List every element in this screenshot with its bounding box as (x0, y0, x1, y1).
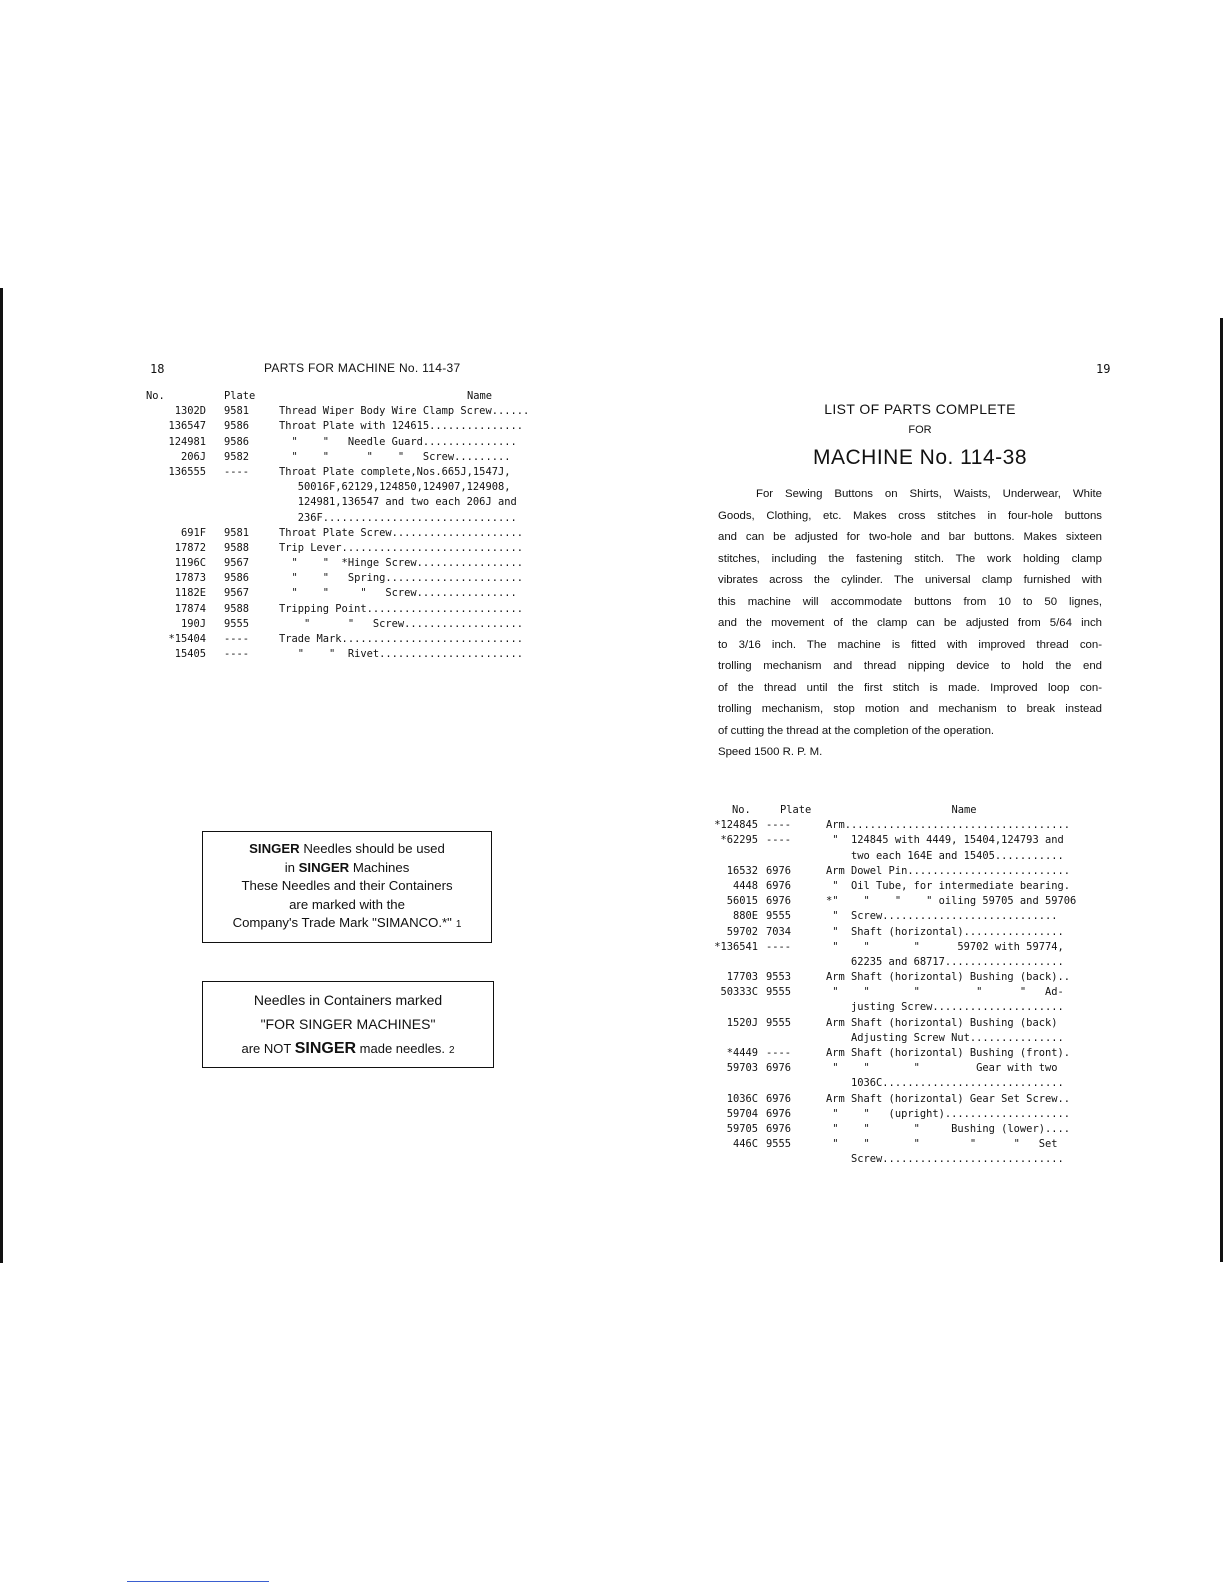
description-line: of cutting the thread at the completion of the operation. (718, 724, 995, 737)
part-name: " " " " " Ad- (826, 986, 1064, 999)
part-name: Arm.................................... (826, 819, 1070, 832)
part-number: *124845 (714, 819, 758, 832)
plate-number: 9581 (224, 526, 250, 539)
part-number: 4448 (732, 879, 758, 892)
part-name: " Shaft (horizontal)................ (826, 925, 1064, 938)
plate-number: 7034 (766, 925, 792, 938)
plate-number: ---- (224, 465, 250, 478)
part-name: " Screw............................ (826, 910, 1058, 923)
warning-line-3: are NOT SINGER made needles. 2 (241, 1040, 455, 1057)
description-line: stitches, including the fastening stitch. The work holding clamp (718, 552, 1102, 565)
part-name: Adjusting Screw Nut............... (826, 1031, 1064, 1044)
part-number: 17872 (174, 541, 206, 554)
plate-number: 6976 (766, 1062, 792, 1075)
col-header-plate: Plate (780, 804, 812, 816)
notice-line-3: These Needles and their Containers (241, 878, 453, 894)
description-line: and can be adjusted for two-hole and bar buttons. Makes sixteen (718, 531, 1102, 543)
part-name: " " Spring...................... (279, 572, 523, 585)
plate-number: 9567 (224, 557, 250, 570)
warning-line-2: "FOR SINGER MACHINES" (260, 1016, 436, 1032)
description-line: and the movement of the clamp can be adjusted from 5/64 inch (718, 617, 1102, 629)
part-number: 17874 (174, 602, 206, 615)
description-line: of the thread until the first stitch is made. Improved loop con- (718, 681, 1102, 694)
part-number: 1036C (726, 1092, 758, 1105)
part-name: Tripping Point......................... (279, 602, 523, 615)
part-name: two each 164E and 15405........... (826, 849, 1064, 862)
part-name: Arm Shaft (horizontal) Gear Set Screw.. (826, 1092, 1070, 1105)
description-line: vibrates across the cylinder. The universal clamp furnished with (718, 574, 1102, 586)
part-number: 17873 (174, 572, 206, 585)
plate-number: ---- (224, 648, 250, 661)
plate-number: 9555 (766, 1138, 792, 1151)
part-number: 16532 (726, 864, 758, 877)
part-number: 59703 (726, 1062, 758, 1075)
plate-number: ---- (766, 1047, 792, 1059)
plate-number: ---- (766, 940, 792, 953)
plate-number: 9588 (224, 602, 250, 615)
part-name: 62235 and 68717................... (826, 955, 1064, 968)
part-number: 59704 (726, 1107, 758, 1120)
part-number: 59702 (726, 925, 758, 938)
plate-number: 9555 (766, 986, 792, 999)
part-name: " " Needle Guard............... (279, 435, 517, 448)
col-header-no: No. (146, 390, 165, 402)
part-name: Arm Dowel Pin.......................... (826, 864, 1070, 877)
part-name: Trade Mark............................. (279, 633, 523, 645)
part-name: *" " " " oiling 59705 and 59706 (826, 895, 1077, 908)
part-name: Throat Plate complete,Nos.665J,1547J, (279, 465, 511, 478)
part-number: 1302D (174, 405, 206, 418)
selection-underline (127, 1581, 269, 1582)
part-name: Throat Plate with 124615............... (279, 420, 523, 433)
part-number: 1182E (174, 587, 206, 600)
plate-number: 9555 (766, 910, 792, 923)
part-name: " " " Bushing (lower).... (826, 1122, 1070, 1135)
col-header-name: Name (951, 804, 977, 816)
plate-number: ---- (766, 819, 792, 832)
plate-number: 9567 (224, 587, 250, 600)
page-number-left: 18 (150, 362, 165, 376)
part-number: 691F (180, 526, 206, 539)
plate-number: ---- (766, 834, 792, 847)
part-number: 56015 (726, 895, 758, 908)
part-name: Throat Plate Screw..................... (279, 526, 523, 539)
description-line: to 3/16 inch. The machine is fitted with improved thread con- (718, 638, 1102, 651)
part-name: justing Screw..................... (826, 1001, 1064, 1014)
plate-number: 9586 (224, 420, 250, 433)
plate-number: 9586 (224, 435, 250, 448)
description-line: For Sewing Buttons on Shirts, Waists, Underwear, White (756, 488, 1102, 500)
list-for: FOR (908, 424, 932, 436)
notice-line-2: in SINGER Machines (284, 859, 410, 875)
part-name: " 124845 with 4449, 15404,124793 and (826, 834, 1064, 847)
part-name: " " Rivet....................... (279, 648, 523, 661)
plate-number: 6976 (766, 895, 792, 908)
notice-line-5: Company's Trade Mark "SIMANCO.*" 1 (232, 915, 462, 931)
notice-line-4: are marked with the (289, 896, 405, 912)
part-name: Arm Shaft (horizontal) Bushing (back).. (826, 971, 1070, 984)
footnote-marker: 1 (455, 919, 462, 931)
plate-number: 9588 (224, 541, 250, 554)
plate-number: 9555 (224, 617, 250, 630)
part-name: 124981,136547 and two each 206J and (279, 496, 517, 509)
plate-number: 6976 (766, 879, 792, 892)
col-header-no: No. (732, 804, 751, 816)
plate-number: 9582 (224, 450, 250, 463)
page-edge-left (0, 288, 3, 1263)
part-name: " " " " " Set (826, 1138, 1058, 1151)
part-name: Arm Shaft (horizontal) Bushing (back) (826, 1016, 1058, 1029)
notice-line-1: SINGER Needles should be used (249, 841, 445, 856)
plate-number: 9581 (224, 405, 250, 418)
description-line: Goods, Clothing, etc. Makes cross stitches in four-hole buttons (718, 509, 1102, 522)
description-line: this machine will accommodate buttons from 10 to 50 lignes, (718, 595, 1102, 608)
part-name: " " (upright).................... (826, 1107, 1070, 1120)
plate-number: 6976 (766, 864, 792, 877)
plate-number: 6976 (766, 1092, 792, 1105)
footnote-marker: 2 (448, 1045, 455, 1056)
part-number: 59705 (726, 1122, 758, 1135)
description-line: trolling mechanism, stop motion and mechanism to break instead (718, 703, 1102, 715)
plate-number: 6976 (766, 1107, 792, 1120)
part-number: 50333C (720, 986, 758, 999)
part-number: 1196C (174, 557, 206, 570)
part-number: 190J (180, 617, 206, 630)
part-number: 880E (732, 910, 758, 923)
description-line: Speed 1500 R. P. M. (718, 746, 823, 758)
list-title: LIST OF PARTS COMPLETE (824, 401, 1016, 417)
description-line: trolling mechanism and thread nipping device to hold the end (718, 660, 1102, 672)
warning-line-1: Needles in Containers marked (253, 992, 443, 1008)
part-number: *62295 (720, 834, 758, 847)
part-number: 124981 (168, 435, 206, 448)
part-name: 236F............................... (279, 511, 517, 524)
plate-number: 9555 (766, 1016, 792, 1029)
plate-number: ---- (224, 633, 250, 645)
plate-number: 6976 (766, 1122, 792, 1135)
part-number: 15405 (174, 648, 206, 661)
part-name: " " " Screw................ (279, 587, 517, 600)
part-number: *15404 (168, 633, 206, 645)
part-name: 50016F,62129,124850,124907,124908, (279, 481, 511, 494)
col-header-name: Name (466, 390, 493, 402)
part-name: 1036C............................. (826, 1077, 1064, 1090)
page-edge-right (1220, 318, 1223, 1262)
part-number: 136547 (168, 420, 206, 433)
part-name: Screw............................. (826, 1153, 1064, 1166)
part-number: 136555 (168, 465, 206, 478)
part-number: 1520J (726, 1016, 758, 1029)
col-header-plate: Plate (224, 390, 256, 402)
running-header: PARTS FOR MACHINE No. 114-37 (264, 361, 461, 375)
part-name: Thread Wiper Body Wire Clamp Screw...... (279, 405, 530, 418)
part-number: 17703 (726, 971, 758, 984)
part-name: " " " 59702 with 59774, (826, 940, 1064, 953)
part-name: " Oil Tube, for intermediate bearing. (826, 879, 1070, 892)
part-number: *4449 (726, 1047, 758, 1059)
container-warning-box (202, 981, 494, 1068)
part-name: " " " " Screw......... (279, 450, 511, 463)
part-name: " " *Hinge Screw................. (279, 557, 523, 570)
needle-notice-box (202, 831, 492, 943)
page-number-right: 19 (1096, 362, 1111, 376)
part-name: " " " Gear with two (826, 1062, 1058, 1075)
part-number: 446C (732, 1138, 758, 1151)
part-number: *136541 (714, 940, 758, 953)
plate-number: 9553 (766, 971, 792, 984)
part-name: " " Screw................... (279, 617, 523, 630)
part-name: Arm Shaft (horizontal) Bushing (front). (826, 1047, 1070, 1059)
part-number: 206J (180, 450, 206, 463)
part-name: Trip Lever............................. (279, 541, 523, 554)
machine-heading: MACHINE No. 114-38 (812, 446, 1028, 469)
machine-description (718, 484, 1102, 764)
plate-number: 9586 (224, 572, 250, 585)
